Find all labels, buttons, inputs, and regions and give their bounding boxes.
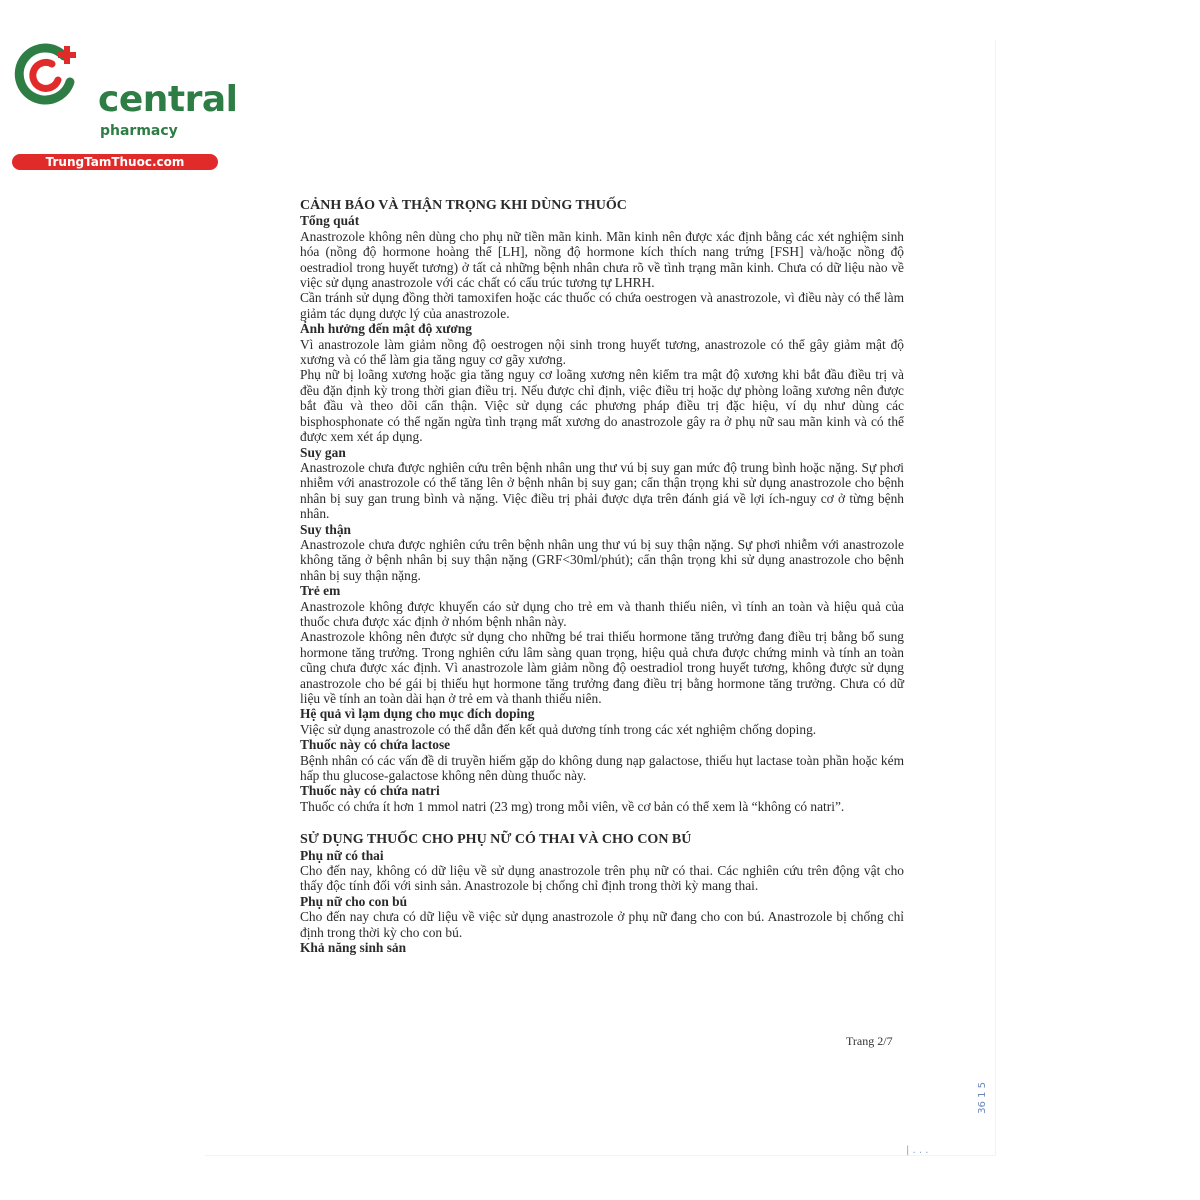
paragraph: Anastrozole không được khuyến cáo sử dụng cho trẻ em và thanh thiếu niên, vì tính an toàn và hiệu quả của thuốc chưa được xác định ở nhóm bệnh nhân này. [300,598,904,629]
paragraph: Cho đến nay, không có dữ liệu về sử dụng anastrozole trên phụ nữ có thai. Các nghiên cứu trên động vật cho thấy độc tính đối với sinh sản. Anastrozole bị chống chỉ định trong thời kỳ mang thai. [300,863,904,894]
site-url: TrungTamThuoc.com [12,154,218,170]
section-title: SỬ DỤNG THUỐC CHO PHỤ NỮ CÓ THAI VÀ CHO CON BÚ [300,832,692,848]
paragraph: Việc sử dụng anastrozole có thể dẫn đến kết quả dương tính trong các xét nghiệm chống doping. [300,721,817,737]
paragraph: Cho đến nay chưa có dữ liệu về việc sử dụng anastrozole ở phụ nữ đang cho con bú. Anastrozole bị chống chỉ định trong thời kỳ cho con bú. [300,909,904,940]
paragraph: Anastrozole chưa được nghiên cứu trên bệnh nhân ung thư vú bị suy thận nặng. Sự phơi nhiễm với anastrozole không tăng ở bệnh nhân bị suy thận nặng (GRF<30ml/phút); cẩn thận trọng khi sử dụng anastrozole cho bệnh nhân bị suy thận nặng. [300,536,904,583]
paragraph: Thuốc có chứa ít hơn 1 mmol natri (23 mg) trong mỗi viên, về cơ bản có thể xem là “không có natri”. [300,798,845,814]
brand-name: central [98,79,238,120]
paragraph: Anastrozole không nên dùng cho phụ nữ tiền mãn kinh. Mãn kinh nên được xác định bằng các xét nghiệm sinh hóa (nồng độ hormone hoàng thể [LH], nồng độ hormone kích thích nang trứng [FSH] và/hoặc nồng độ oestradiol trong huyết tương) ở tất cả những bệnh nhân chưa rõ về tình trạng mãn kinh. Chưa có dữ liệu nào về việc sử dụng anastrozole với các chất có cấu trúc tương tự LHRH. [300,228,904,291]
central-pharmacy-logo [10,36,238,169]
pharmacy-cross-icon [12,38,84,110]
subsection-heading: Phụ nữ có thai [300,847,384,863]
subsection-heading: Ảnh hưởng đến mật độ xương [300,321,472,337]
subsection-heading: Thuốc này có chứa natri [300,783,440,799]
paragraph: Vì anastrozole làm giảm nồng độ oestrogen nội sinh trong huyết tương, anastrozole có thể gây giảm mật độ xương và có thể làm gia tăng nguy cơ gãy xương. [300,336,904,368]
paragraph: Anastrozole chưa được nghiên cứu trên bệnh nhân ung thư vú bị suy gan mức độ trung bình hoặc nặng. Sự phơi nhiễm với anastrozole có thể tăng lên ở bệnh nhân bị suy gan; cẩn thận trọng khi sử dụng anastrozole cho bệnh nhân bị suy gan trung bình và nặng. Việc điều trị phải được dựa trên đánh giá về lợi ích-nguy cơ ở từng bệnh nhân. [300,459,904,522]
margin-mark-vertical: 36 1 5 [977,1082,988,1114]
paragraph: Bệnh nhân có các vấn đề di truyền hiếm gặp do không dung nạp galactose, thiếu hụt lactase toàn phần hoặc kém hấp thu glucose-galactose không nên dùng thuốc này. [300,752,904,784]
section-title: CẢNH BÁO VÀ THẬN TRỌNG KHI DÙNG THUỐC [300,198,627,213]
paragraph: Cần tránh sử dụng đồng thời tamoxifen hoặc các thuốc có chứa oestrogen và anastrozole, vì điều này có thể làm giảm tác dụng dược lý của anastrozole. [300,290,904,321]
margin-mark-bottom: | . . . [906,1145,929,1156]
subsection-heading: Tổng quát [300,213,360,229]
document-body [300,198,904,956]
subsection-heading: Suy gan [300,444,346,460]
brand-tagline: pharmacy [100,123,178,139]
subsection-heading: Thuốc này có chứa lactose [300,737,451,753]
subsection-heading: Trẻ em [300,583,341,599]
subsection-heading: Phụ nữ cho con bú [300,893,408,909]
subsection-heading: Suy thận [300,521,351,537]
paragraph: Phụ nữ bị loãng xương hoặc gia tăng nguy cơ loãng xương nên kiểm tra mật độ xương khi bắt đầu điều trị và đều đặn định kỳ trong thời gian điều trị. Nếu được chỉ định, việc điều trị hoặc dự phòng loãng xương nên được bắt đầu và theo dõi cẩn thận. Việc sử dụng các phương pháp điều trị đặc hiệu, ví dụ như dùng các bisphosphonate có thể ngăn ngừa tình trạng mất xương do anastrozole gây ra ở phụ nữ sau mãn kinh và có thể được xem xét áp dụng. [300,367,904,445]
paragraph: Anastrozole không nên được sử dụng cho những bé trai thiếu hormone tăng trưởng đang điều trị bằng bổ sung hormone tăng trưởng. Trong nghiên cứu lâm sàng quan trọng, hiệu quả chưa được chứng minh và tính an toàn cũng chưa được xác định. Vì anastrozole làm giảm nồng độ oestradiol trong huyết tương, không được sử dụng anastrozole cho bé gái bị thiếu hụt hormone tăng trưởng đang điều trị bằng hormone tăng trưởng. Chưa có dữ liệu về tính an toàn dài hạn ở trẻ em và thanh thiếu niên. [300,629,904,706]
page-number: Trang 2/7 [846,1034,893,1048]
subsection-heading: Hệ quả vì lạm dụng cho mục đích doping [300,706,535,722]
subsection-heading: Khả năng sinh sản [300,940,407,956]
